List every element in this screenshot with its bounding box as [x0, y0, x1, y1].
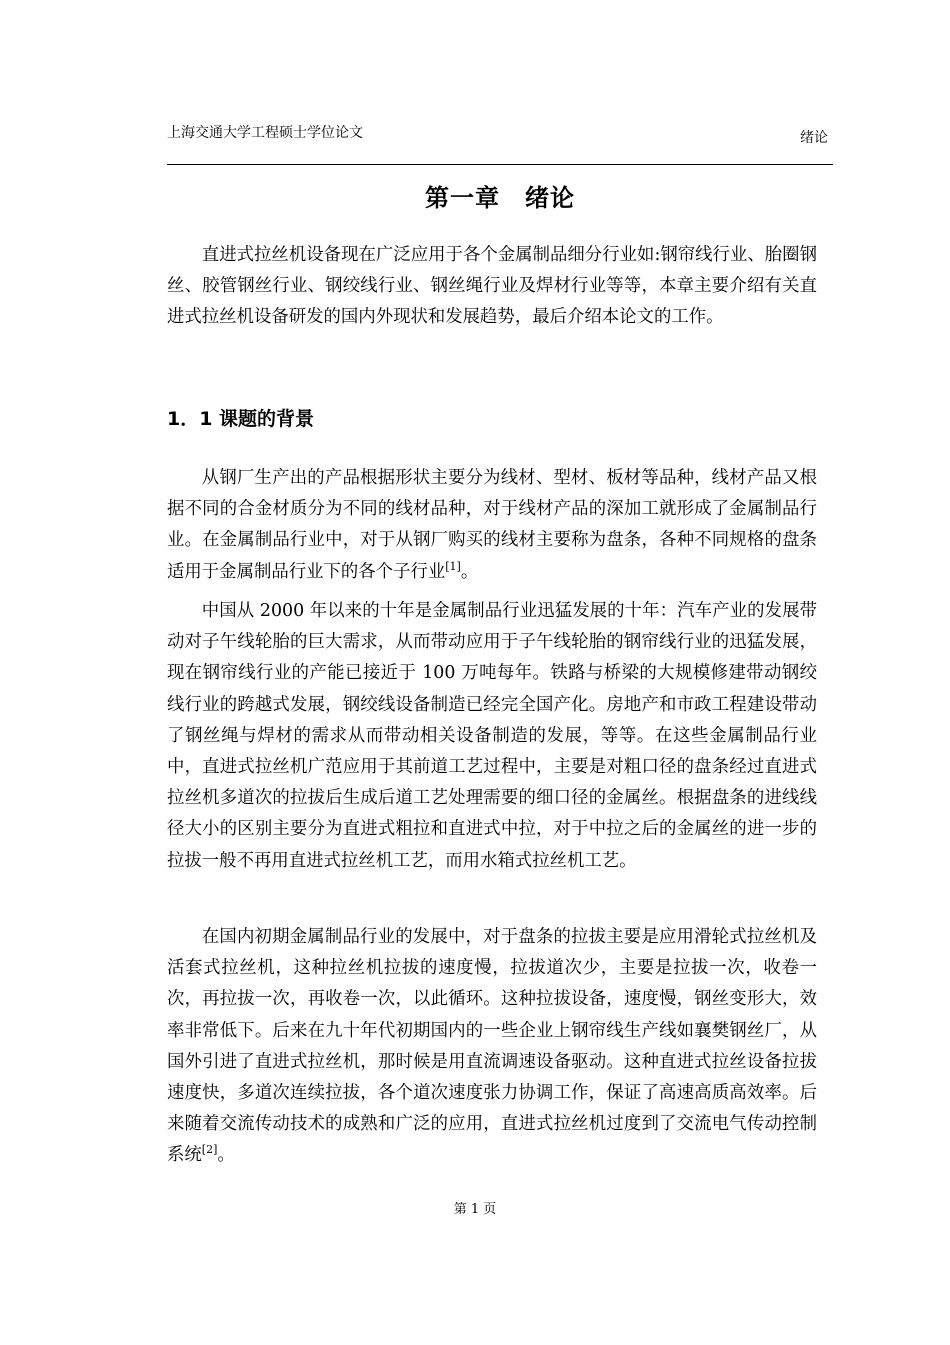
paragraph-text: 从钢厂生产出的产品根据形状主要分为线材、型材、板材等品种，线材产品又根据不同的合金材质分为不同的线材品种，对于线材产品的深加工就形成了金属制品行业。在金属制品行业中，对于从钢厂购买的线材主要称为盘条，各种不同规格的盘条适用于金属制品行业下的各个子行业 — [167, 468, 817, 582]
body-paragraph-1 — [167, 463, 817, 588]
paragraph-end: 。 — [217, 1145, 235, 1166]
body-paragraph-2 — [167, 596, 817, 877]
body-paragraph-3 — [167, 922, 817, 1172]
paragraph-end: 。 — [460, 561, 479, 582]
intro-paragraph: 直进式拉丝机设备现在广泛应用于各个金属制品细分行业如:钢帘线行业、胎圈钢丝、胶管钢丝行业、钢绞线行业、钢丝绳行业及焊材行业等等，本章主要介绍有关直进式拉丝机设备研发的国内外现状和发展趋势，最后介绍本论文的工作。 — [167, 245, 817, 328]
header-right-chapter-name: 绪论 — [800, 130, 828, 146]
header-left-thesis-title: 上海交通大学工程硕士学位论文 — [167, 125, 363, 141]
chapter-title: 第一章 绪论 — [425, 184, 575, 212]
citation-ref[interactable]: [2] — [201, 1143, 218, 1157]
paragraph-text: 在国内初期金属制品行业的发展中，对于盘条的拉拔主要是应用滑轮式拉丝机及活套式拉丝机，这种拉丝机拉拔的速度慢，拉拔道次少，主要是拉拔一次，收卷一次，再拉拔一次，再收卷一次，以此循环。这种拉拔设备，速度慢，钢丝变形大，效率非常低下。后来在九十年代初期国内的一些企业上钢帘线生产线如襄樊钢丝厂，从国外引进了直进式拉丝机，那时候是用直流调速设备驱动。这种直进式拉丝设备拉拔速度快，多道次连续拉拔，各个道次速度张力协调工作，保证了高速高质高效率。后来随着交流传动技术的成熟和广泛的应用，直进式拉丝机过度到了交流电气传动控制系统 — [167, 927, 817, 1166]
section-heading: 1．1 课题的背景 — [167, 408, 315, 430]
page-number: 第 1 页 — [453, 1202, 497, 1217]
paragraph-text: 中国从 2000 年以来的十年是金属制品行业迅猛发展的十年：汽车产业的发展带动对子午线轮胎的巨大需求，从而带动应用于子午线轮胎的钢帘线行业的迅猛发展，现在钢帘线行业的产能已接近于 100 万吨每年。铁路与桥梁的大规模修建带动钢绞线行业的跨越式发展，钢绞线设备制造已经完全国产化。房地产和市政工程建设带动了钢丝绳与焊材的需求从而带动相关设备制造的发展，等等。在这些金属制品行业中，直进式拉丝机广范应用于其前道工艺过程中，主要是对粗口径的盘条经过直进式拉丝机多道次的拉拔后生成后道工艺处理需要的细口径的金属丝。根据盘条的进线线径大小的区别主要分为直进式粗拉和直进式中拉，对于中拉之后的金属丝的进一步的拉拔一般不再用直进式拉丝机工艺，而用水箱式拉丝机工艺。 — [167, 601, 817, 871]
header-divider — [167, 164, 833, 165]
citation-ref[interactable]: [1] — [445, 559, 461, 573]
